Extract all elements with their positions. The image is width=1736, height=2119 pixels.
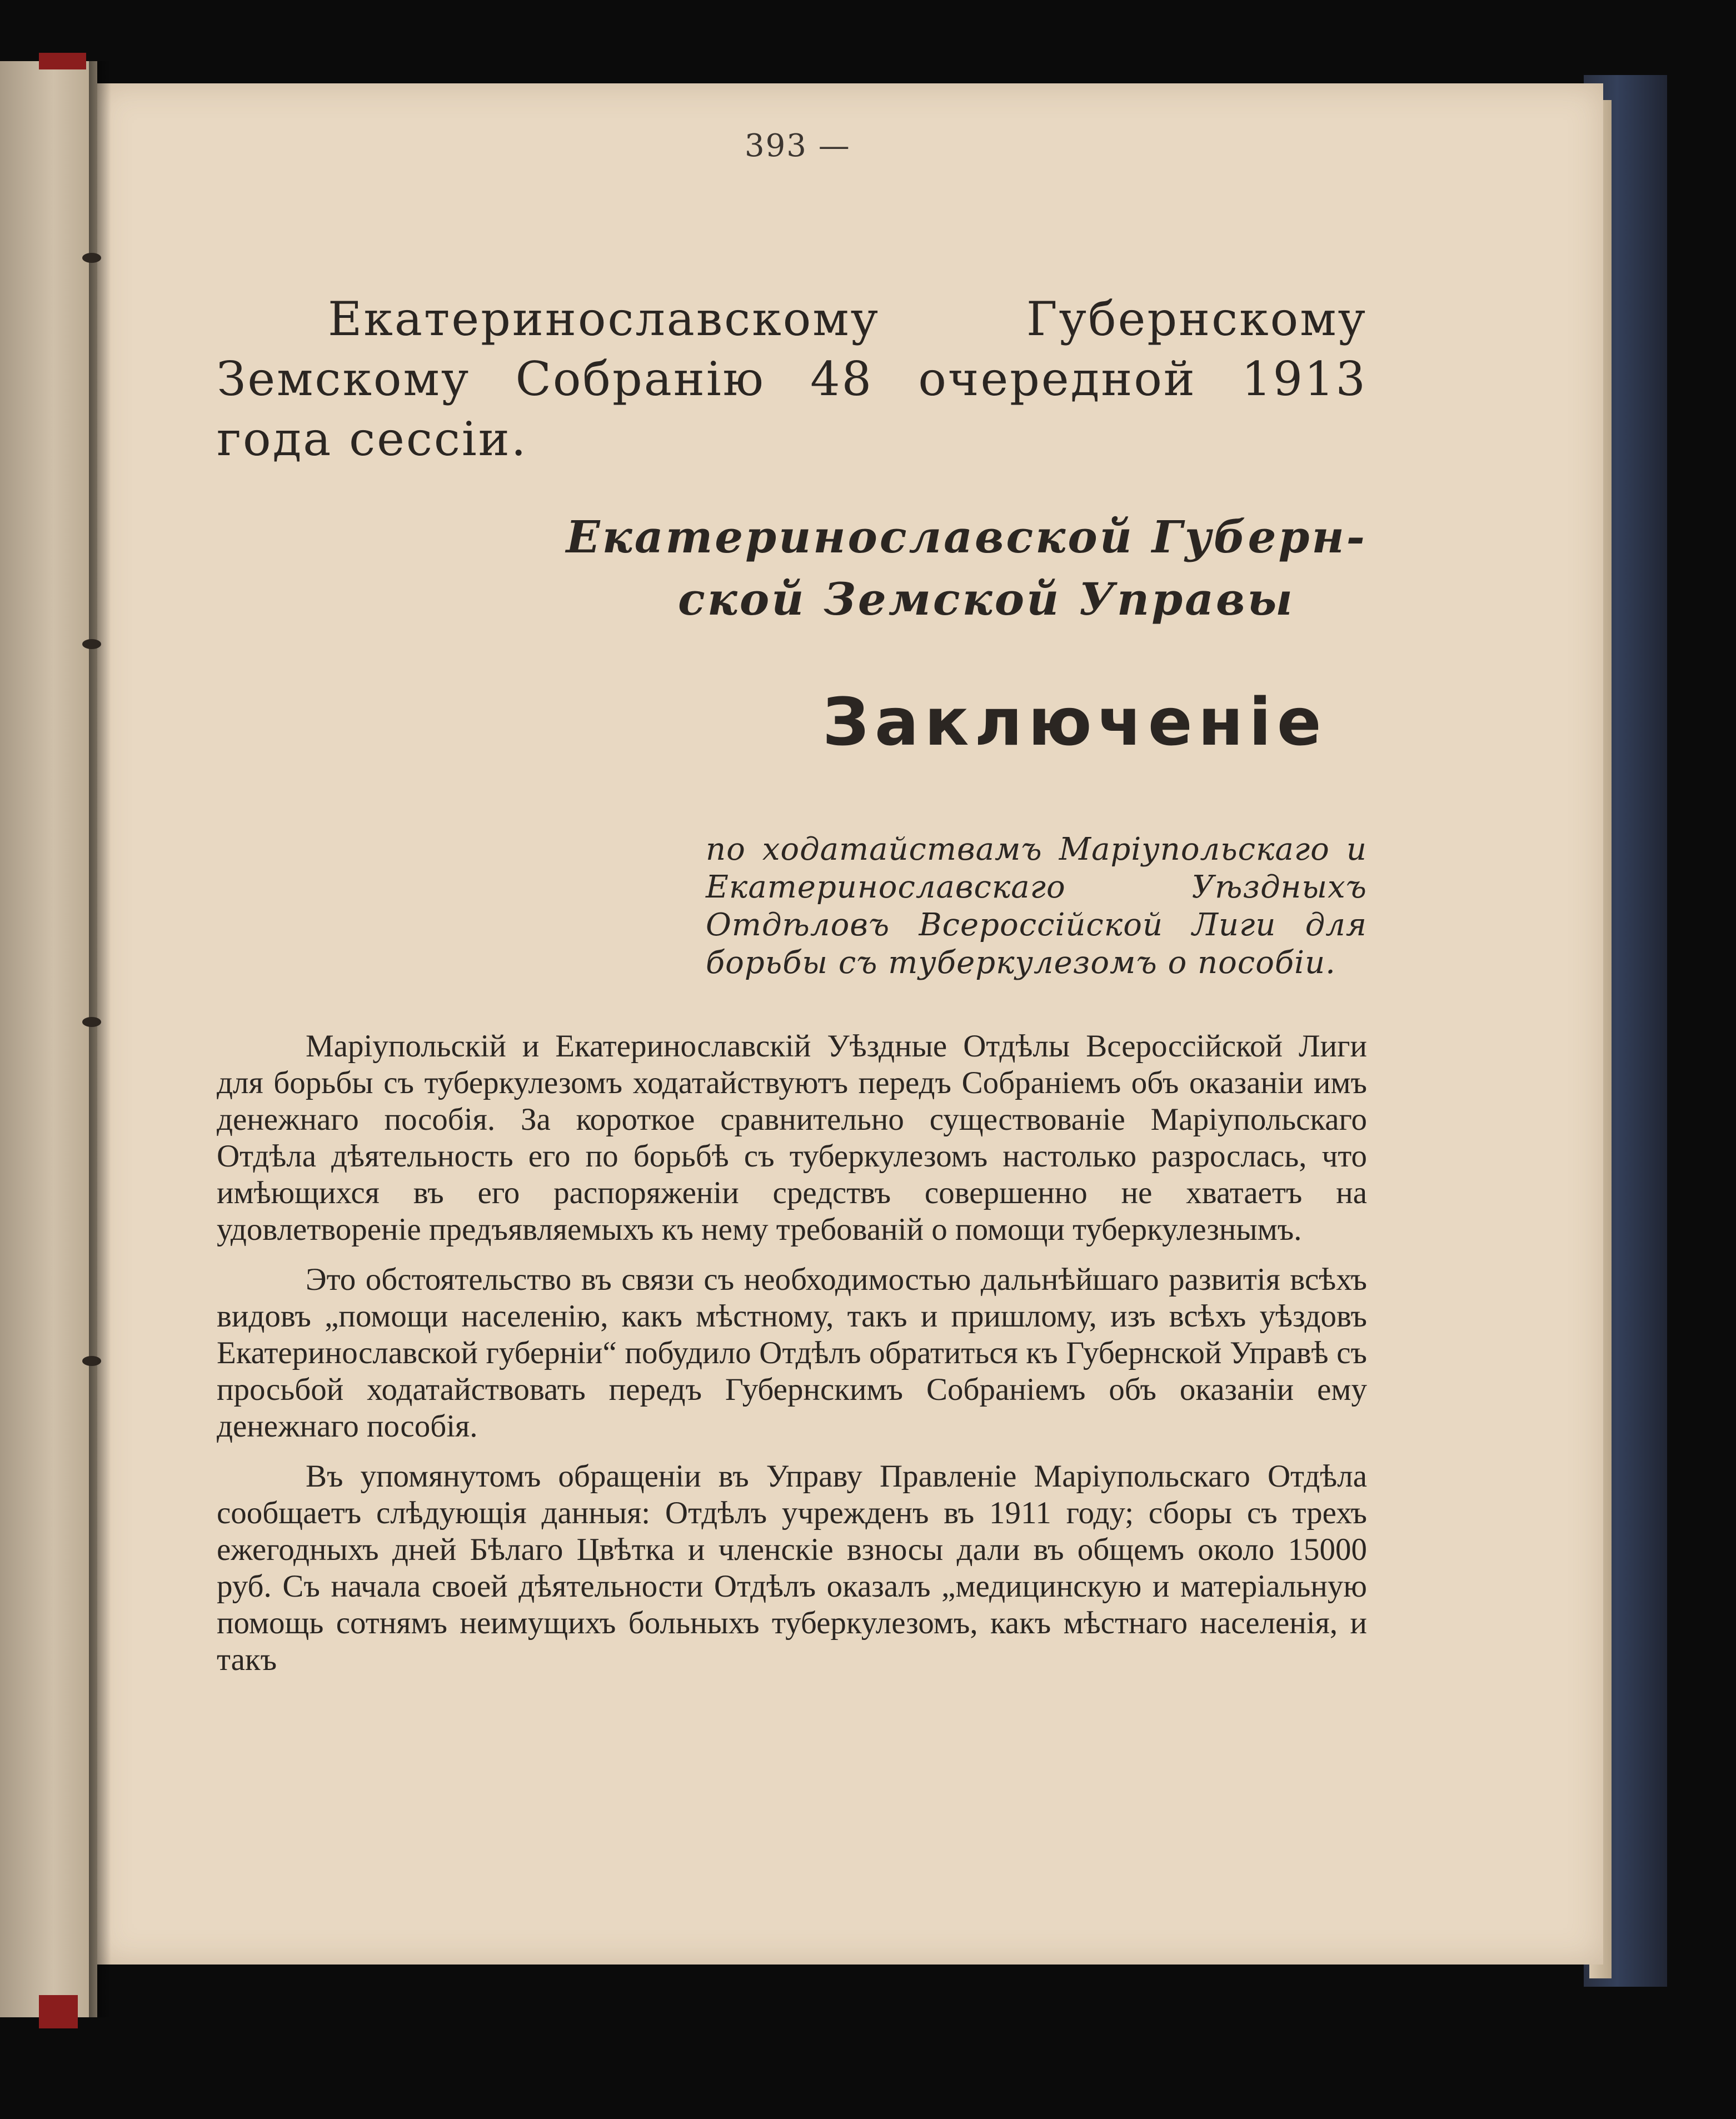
red-page-edge-top [39, 53, 86, 69]
author-line-1: Екатеринославской Губерн- [566, 511, 1367, 563]
document-title: Заключеніе [822, 684, 1327, 760]
paragraph: Въ упомянутомъ обращеніи въ Управу Правленіе Маріупольскаго Отдѣла сообщаетъ слѣдующія данныя: Отдѣлъ учрежденъ въ 1911 году; сборы съ трехъ ежегодныхъ дней Бѣлаго Цвѣтка и членскіе взносы дали въ общемъ около 15000 руб. Съ начала своей дѣятельности Отдѣлъ оказалъ „медицинскую и матеріальную помощь сотнямъ неимущихъ больныхъ туберкулезомъ, какъ мѣстнаго населенія, и такъ [217, 1459, 1367, 1677]
binding-shadow [89, 61, 111, 2017]
margin-mark [82, 1356, 101, 1366]
addressee-text: Екатеринославскому Губернскому Земскому Собранію 48 очередной 1913 года сессіи. [217, 292, 1367, 466]
author-block [217, 506, 1367, 630]
paragraph: Это обстоятельство въ связи съ необходимостью дальнѣйшаго развитія всѣхъ видовъ „помощи населенію, какъ мѣстному, такъ и пришлому, изъ всѣхъ уѣздовъ Екатеринославской губерніи“ побудило Отдѣлъ обратиться къ Губернской Управѣ съ просьбой ходатайствовать передъ Губернскимъ Собраніемъ объ оказаніи ему денежнаго пособія. [217, 1262, 1367, 1444]
page-number: 393 — [745, 128, 851, 164]
margin-mark [82, 1017, 101, 1027]
margin-mark [82, 253, 101, 263]
margin-mark [82, 639, 101, 649]
red-page-edge-bottom [39, 1995, 78, 2028]
addressee-heading [217, 289, 1367, 469]
document-subject: по ходатайствамъ Маріупольскаго и Екатеринославскаго Уѣздныхъ Отдѣловъ Всероссійской Лиги для борьбы съ туберкулезомъ о пособіи. [706, 831, 1367, 981]
body-text [217, 1028, 1367, 1692]
left-page-edge [0, 61, 97, 2017]
author-line-2: ской Земской Управы [678, 573, 1295, 625]
paragraph: Маріупольскій и Екатеринославскій Уѣздные Отдѣлы Всероссійской Лиги для борьбы съ туберкулезомъ ходатайствуютъ передъ Собраніемъ объ оказаніи имъ денежнаго пособія. За короткое сравнительно существованіе Маріупольскаго Отдѣла дѣятельность его по борьбѣ съ туберкулезомъ настолько разрослась, что имѣющихся въ его распоряженіи средствъ совершенно не хватаетъ на удовлетвореніе предъявляемыхъ къ нему требованій о помощи туберкулезнымъ. [217, 1029, 1367, 1247]
